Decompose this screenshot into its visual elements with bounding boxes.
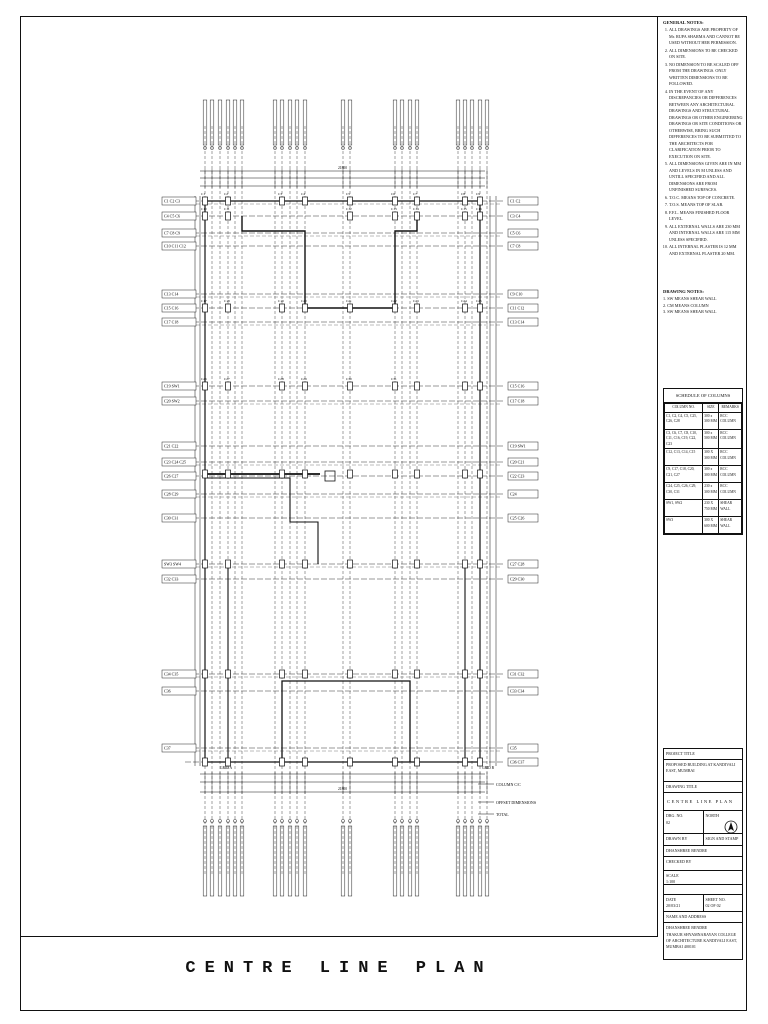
- column-label: C6: [391, 192, 395, 196]
- schedule-cell: RCC COLUMN: [719, 429, 742, 449]
- date-value: 20/03/21: [666, 903, 681, 909]
- schedule-cell: 300 X 600 MM: [703, 517, 719, 534]
- drawn-by-name: DHANSHREE BENDRE: [664, 846, 742, 857]
- schedule-cell: 230 x 300 MM: [703, 483, 719, 500]
- column: [478, 758, 483, 766]
- column: [226, 470, 231, 478]
- column: [280, 304, 285, 312]
- column-schedule: [663, 388, 743, 535]
- grid-a-label: GRID A: [220, 766, 233, 770]
- grid-tag-left-label: C10 C11 C12: [164, 243, 186, 249]
- schedule-cell: 300 x 300 MM: [703, 466, 719, 483]
- column: [226, 304, 231, 312]
- schedule-cell: RCC COLUMN: [719, 412, 742, 429]
- grid-tag-left-label: C21 C22: [164, 443, 179, 449]
- column: [280, 758, 285, 766]
- column-label: C13: [391, 207, 397, 211]
- column: [348, 382, 353, 390]
- grid-tag-right-label: C35: [510, 745, 517, 751]
- column: [415, 382, 420, 390]
- general-note: 3. NO DIMENSION TO BE SCALED OFF FROM THE DRAWINGS. ONLY WRITTEN DIMENSIONS TO BE FOLLOWED.: [669, 62, 743, 88]
- title-panel: [660, 16, 746, 1011]
- column: [303, 560, 308, 568]
- legend-label: TOTAL: [496, 812, 509, 817]
- schedule-body: [665, 412, 742, 534]
- grid-tag-left-label: C1 C2 C3: [164, 198, 181, 204]
- general-note: 7. T.O.S. MEANS TOP OF SLAB.: [669, 202, 743, 209]
- column-label: C24: [461, 299, 467, 303]
- grid-tag-right-label: C9 C10: [510, 291, 523, 297]
- general-notes: [663, 19, 743, 258]
- column: [415, 212, 420, 220]
- column: [393, 304, 398, 312]
- column-label: C1: [201, 192, 205, 196]
- column: [393, 382, 398, 390]
- grid-tag-right-label: C5 C6: [510, 230, 521, 236]
- column: [226, 560, 231, 568]
- column: [280, 560, 285, 568]
- schedule-cell: RCC COLUMN: [719, 449, 742, 466]
- column: [463, 212, 468, 220]
- column: [203, 758, 208, 766]
- column: [463, 382, 468, 390]
- grid-tag-right-label: C24: [510, 491, 517, 497]
- column: [415, 670, 420, 678]
- grid-tag-left-label: C15 C16: [164, 305, 179, 311]
- drg-no: 02: [666, 819, 670, 825]
- grid-tag-left-label: C7 C8 C9: [164, 230, 181, 236]
- dimension-total-top: 21800: [338, 166, 347, 170]
- general-note: 8. F.F.L. MEANS FINISHED FLOOR LEVEL.: [669, 210, 743, 223]
- column: [393, 560, 398, 568]
- grid-tag-right-label: C1 C2: [510, 198, 521, 204]
- column: [303, 382, 308, 390]
- column-label: C8: [461, 192, 465, 196]
- general-notes-heading: GENERAL NOTES:: [663, 20, 704, 25]
- schedule-cell: SHEAR WALL: [719, 517, 742, 534]
- schedule-header: COLUMN NO.: [665, 404, 703, 413]
- grid-tag-left-label: C20 SW2: [164, 398, 180, 404]
- column: [478, 304, 483, 312]
- column: [203, 382, 208, 390]
- column: [226, 382, 231, 390]
- column: [203, 560, 208, 568]
- name-address-label: NAME AND ADDRESS: [664, 912, 742, 923]
- dimension-total-bottom: 21800: [338, 787, 347, 791]
- grid-tag-left-label: C30 C31: [164, 515, 179, 521]
- scale-label: SCALE: [666, 872, 679, 878]
- title-block: [663, 748, 743, 960]
- column-label: C21: [346, 299, 352, 303]
- north-arrow-icon: [724, 820, 738, 834]
- column: [348, 758, 353, 766]
- column-label: C27: [224, 377, 230, 381]
- column-label: C31: [391, 377, 397, 381]
- schedule-cell: 300 X 300 MM: [703, 449, 719, 466]
- drawing-area: [20, 16, 658, 936]
- project-title-label: PROJECT TITLE: [664, 749, 742, 760]
- general-note: 2. ALL DIMENSIONS TO BE CHECKED ON SITE.: [669, 48, 743, 61]
- schedule-cell: RCC COLUMN: [719, 483, 742, 500]
- column: [348, 304, 353, 312]
- schedule-row: [665, 517, 742, 534]
- schedule-cell: 300 x 500 MM: [703, 429, 719, 449]
- drawn-by-label: DRAWN BY: [666, 836, 688, 842]
- grid-tag-right-label: C36 C37: [510, 759, 525, 765]
- drawing-title-label: DRAWING TITLE: [664, 782, 742, 793]
- grid-tag-left-label: C32 C33: [164, 576, 179, 582]
- column-label: C5: [346, 192, 350, 196]
- schedule-cell: SW1, SW2: [665, 500, 703, 517]
- grid-tag-right-label: C25 C26: [510, 515, 525, 521]
- scale-value: 1:100: [666, 879, 676, 885]
- title-bar: [20, 936, 658, 1011]
- schedule-table: [664, 403, 742, 534]
- project-title: PROPOSED BUILDING AT KANDIVALI EAST, MUMBAI: [664, 760, 742, 782]
- column: [393, 758, 398, 766]
- column: [203, 197, 208, 205]
- schedule-cell: C3, C6, C7, C8, C10, C11, C16, C19, C22, C23: [665, 429, 703, 449]
- legend-label: OFFSET DIMENSIONS: [496, 800, 537, 805]
- column: [478, 382, 483, 390]
- column-label: C29: [301, 377, 307, 381]
- column: [226, 197, 231, 205]
- general-note: 1. ALL DRAWINGS ARE PROPERTY OF Mr. RUPA SHARMA AND CANNOT BE USED WITHOUT HER PERMISSION.: [669, 27, 743, 47]
- grid-tag-left-label: C37: [164, 745, 171, 751]
- grid-tag-right-label: C19 SW1: [510, 443, 526, 449]
- sign-stamp: SIGN AND STAMP: [703, 834, 743, 844]
- grid-tag-right-label: C31 C32: [510, 671, 525, 677]
- column: [303, 304, 308, 312]
- column: [280, 670, 285, 678]
- column: [415, 560, 420, 568]
- legend: [220, 766, 536, 817]
- column: [303, 197, 308, 205]
- date-label: DATE: [666, 896, 677, 902]
- grid-tag-right-label: C13 C14: [510, 319, 525, 325]
- column-label: C19: [278, 299, 284, 303]
- address-value: THAKUR SHYAMNARAYAN COLLEGE OF ARCHITECTURE KANDIVALI EAST, MUMBAI 400101: [666, 931, 737, 949]
- column: [415, 470, 420, 478]
- column: [478, 197, 483, 205]
- column: [393, 212, 398, 220]
- column-label: C22: [391, 299, 397, 303]
- sheet-title: CENTRE LINE PLAN: [185, 959, 493, 978]
- grid-tag-right-label: C17 C18: [510, 398, 525, 404]
- schedule-cell: C9, C17, C18, C20, C21, C27: [665, 466, 703, 483]
- column-label: C7: [413, 192, 417, 196]
- column: [348, 212, 353, 220]
- column: [348, 670, 353, 678]
- dimension-lines: [195, 166, 496, 794]
- grid-tag-right-label: C3 C4: [510, 213, 521, 219]
- sheet-no-label: SHEET NO.: [705, 896, 726, 902]
- column: [478, 212, 483, 220]
- column: [463, 560, 468, 568]
- column-label: C20: [301, 299, 307, 303]
- drawing-notes: [663, 288, 743, 316]
- column-label: C18: [224, 299, 230, 303]
- schedule-row: [665, 412, 742, 429]
- checked-by-label: CHECKED BY: [664, 857, 742, 871]
- drawing-note: 2. CM MEANS COLUMN: [663, 302, 709, 308]
- schedule-cell: C1, C2, C4, C5, C25, C26, C28: [665, 412, 703, 429]
- column: [478, 670, 483, 678]
- horizontal-grid-lines: [185, 201, 505, 762]
- grid-tag-right-label: C33 C34: [510, 688, 525, 694]
- building-outline: [205, 201, 480, 762]
- grid-tag-right-label: C7 C8: [510, 243, 521, 249]
- drawing-note: 1. SW MEANS SHEAR WALL: [663, 296, 717, 302]
- grid-tag-left-label: C23 C24 C25: [164, 459, 187, 465]
- grid-tag-right-label: C20 C21: [510, 459, 525, 465]
- grid-tag-right-label: C22 C23: [510, 473, 525, 479]
- schedule-header-row: [665, 404, 742, 413]
- legend-label: COLUMN C/C: [496, 782, 521, 787]
- column: [226, 670, 231, 678]
- grid-tag-right-label: C27 C28: [510, 561, 525, 567]
- general-note: 6. T.O.C. MEANS TOP OF CONCRETE.: [669, 195, 743, 202]
- column-label: C23: [413, 299, 419, 303]
- schedule-row: [665, 466, 742, 483]
- column: [203, 304, 208, 312]
- column: [280, 197, 285, 205]
- column-label: C17: [201, 299, 207, 303]
- column-label: C3: [278, 192, 282, 196]
- drawing-note: 3. SW MEANS SHEAR WALL: [663, 309, 717, 315]
- general-note: 4. IN THE EVENT OF ANY DISCREPANCIES OR DIFFERENCES BETWEEN ANY ARCHITECTURAL DRAWINGS AND STRUCTURAL DRAWINGS OR OTHER ENGINEERING DRAWINGS OR SITE CONDITIONS OR OTHERWISE, BRING SUCH DIFFERENCES TO BE SUBMITTED TO THE ARCHITECTS FOR CLARIFICATION PRIOR TO EXECUTION ON SITE.: [669, 89, 743, 161]
- column: [203, 670, 208, 678]
- column-label: C4: [301, 192, 305, 196]
- column: [393, 470, 398, 478]
- grid-tag-left-label: C17 C18: [164, 319, 179, 325]
- sheet-no-value: 02 OF 02: [705, 903, 721, 909]
- grid-tag-left-label: SW3 SW4: [164, 561, 181, 567]
- column-label: C2: [224, 192, 228, 196]
- column: [415, 197, 420, 205]
- schedule-cell: C24, C25, C26, C29, C30, C31: [665, 483, 703, 500]
- column-label: C25: [476, 299, 482, 303]
- column-label: C16: [476, 207, 482, 211]
- name-value: DHANSHREE BENDRE: [666, 925, 708, 931]
- column: [280, 382, 285, 390]
- column: [226, 212, 231, 220]
- column: [348, 560, 353, 568]
- vertical-grid-lines: [205, 126, 487, 876]
- grid-tag-left-label: C13 C14: [164, 291, 179, 297]
- schedule-header: SIZE: [703, 404, 719, 413]
- column-label: C9: [476, 192, 480, 196]
- grid-tag-right-label: C29 C30: [510, 576, 525, 582]
- column: [203, 212, 208, 220]
- column: [226, 758, 231, 766]
- column: [463, 758, 468, 766]
- drg-no-label: DRG. NO.: [666, 813, 684, 819]
- column: [463, 197, 468, 205]
- grid-b-label: GRID B: [482, 766, 495, 770]
- schedule-cell: SW3: [665, 517, 703, 534]
- schedule-cell: 300 x 300 MM: [703, 412, 719, 429]
- grid-tag-right-label: C15 C16: [510, 383, 525, 389]
- column: [303, 758, 308, 766]
- column-label: C10: [201, 207, 207, 211]
- schedule-title: SCHEDULE OF COLUMNS: [664, 389, 742, 403]
- general-notes-list: [663, 27, 743, 257]
- drawing-title: CENTRE LINE PLAN: [664, 793, 742, 811]
- column: [393, 670, 398, 678]
- column: [463, 304, 468, 312]
- column: [415, 758, 420, 766]
- column: [280, 470, 285, 478]
- north-label: NORTH: [705, 813, 720, 819]
- grid-tag-right-label: C11 C12: [510, 305, 525, 311]
- column: [303, 470, 308, 478]
- column: [478, 470, 483, 478]
- general-note: 10. ALL INTERNAL PLASTER IS 12 MM AND EXTERNAL PLASTER 20 MM.: [669, 244, 743, 257]
- column: [463, 670, 468, 678]
- schedule-cell: SHEAR WALL: [719, 500, 742, 517]
- column-label: C15: [461, 207, 467, 211]
- column: [393, 197, 398, 205]
- column-label: C30: [346, 377, 352, 381]
- internal-wall-left: [205, 478, 318, 564]
- outer-boundary: [205, 201, 480, 762]
- schedule-row: [665, 449, 742, 466]
- schedule-row: [665, 500, 742, 517]
- general-note: 9. ALL EXTERNAL WALLS ARE 230 MM AND INTERNAL WALLS ARE 115 MM UNLESS SPECIFIED.: [669, 224, 743, 244]
- grid-tag-left-label: C26 C27: [164, 473, 179, 479]
- schedule-cell: 230 X 750 MM: [703, 500, 719, 517]
- grid-tag-left-label: C28 C29: [164, 491, 179, 497]
- centre-line-plan: [160, 86, 540, 901]
- column: [463, 470, 468, 478]
- grid-tag-left-label: C19 SW1: [164, 383, 180, 389]
- column: [415, 304, 420, 312]
- entry-cutout-bottom: [282, 681, 410, 762]
- schedule-header: REMARKS: [719, 404, 742, 413]
- column-labels: [201, 192, 482, 381]
- schedule-cell: C12, C13, C14, C15: [665, 449, 703, 466]
- column: [303, 670, 308, 678]
- schedule-row: [665, 483, 742, 500]
- column: [203, 470, 208, 478]
- column-label: C26: [201, 377, 207, 381]
- schedule-row: [665, 429, 742, 449]
- column-label: C12: [346, 207, 352, 211]
- schedule-cell: RCC COLUMN: [719, 466, 742, 483]
- column: [348, 197, 353, 205]
- column-label: C28: [278, 377, 284, 381]
- grid-tag-left-label: C36: [164, 688, 171, 694]
- drawing-notes-heading: DRAWING NOTES:: [663, 289, 704, 294]
- general-note: 5. ALL DIMENSIONS GIVEN ARE IN MM AND LEVELS IN M UNLESS AND UNTILL SPECIFIED AND ALL DIMENSIONS ARE FROM UNFINISHED SURFACES.: [669, 161, 743, 194]
- column: [478, 560, 483, 568]
- grid-tag-left-label: C34 C35: [164, 671, 179, 677]
- column-label: C14: [413, 207, 419, 211]
- column: [348, 470, 353, 478]
- column-label: C11: [224, 207, 230, 211]
- grid-tag-left-label: C4 C5 C6: [164, 213, 181, 219]
